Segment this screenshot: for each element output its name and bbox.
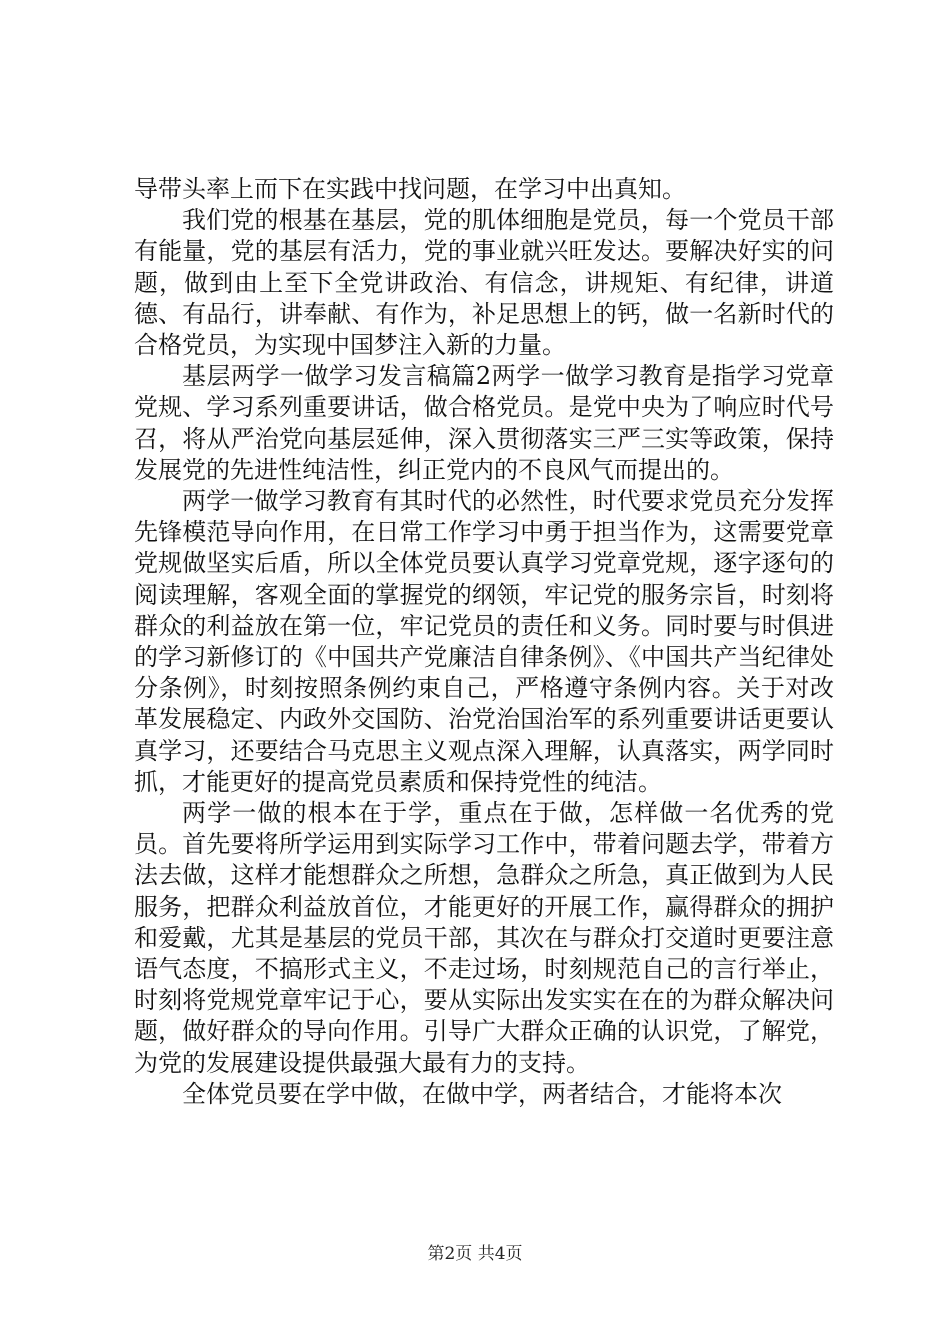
paragraph: 两学一做的根本在于学，重点在于做，怎样做一名优秀的党员。首先要将所学运用到实际学习工作中，带着问题去学，带着方法去做，这样才能想群众之所想，急群众之所急，真正做到为人民服务，把群众利益放首位，才能更好的开展工作，赢得群众的拥护和爱戴，尤其是基层的党员干部，其次在与群众打交道时更要注意语气态度，不搞形式主义，不走过场，时刻规范自己的言行举止，时刻将党规党章牢记于心，要从实际出发实实在在的为群众解决问题，做好群众的导向作用。引导广大群众正确的认识党，了解党，为党的发展建设提供最强大最有力的支持。: [134, 799, 834, 1077]
paragraph-continuation: 导带头率上而下在实践中找问题，在学习中出真知。: [134, 175, 686, 203]
document-body: [134, 174, 834, 1110]
paragraph: 我们党的根基在基层，党的肌体细胞是党员，每一个党员干部有能量，党的基层有活力，党的事业就兴旺发达。要解决好实的问题，做到由上至下全党讲政治、有信念，讲规矩、有纪律，讲道德、有品行，讲奉献、有作为，补足思想上的钙，做一名新时代的合格党员，为实现中国梦注入新的力量。: [134, 206, 834, 360]
paragraph: 全体党员要在学中做，在做中学，两者结合，才能将本次: [182, 1079, 782, 1108]
page-number-footer: 第2页 共4页: [427, 1244, 523, 1264]
paragraph: 两学一做学习教育有其时代的必然性，时代要求党员充分发挥先锋模范导向作用，在日常工作学习中勇于担当作为，这需要党章党规做坚实后盾，所以全体党员要认真学习党章党规，逐字逐句的阅读理解，客观全面的掌握党的纲领，牢记党的服务宗旨，时刻将群众的利益放在第一位，牢记党员的责任和义务。同时要与时俱进的学习新修订的《中国共产党廉洁自律条例》、《中国共产当纪律处分条例》，时刻按照条例约束自己，严格遵守条例内容。关于对改革发展稳定、内政外交国防、治党治国治军的系列重要讲话更要认真学习，还要结合马克思主义观点深入理解，认真落实，两学同时抓，才能更好的提高党员素质和保持党性的纯洁。: [134, 487, 834, 796]
paragraph: 基层两学一做学习发言稿篇2两学一做学习教育是指学习党章党规、学习系列重要讲话，做合格党员。是党中央为了响应时代号召，将从严治党向基层延伸，深入贯彻落实三严三实等政策，保持发展党的先进性纯洁性，纠正党内的不良风气而提出的。: [134, 362, 834, 484]
